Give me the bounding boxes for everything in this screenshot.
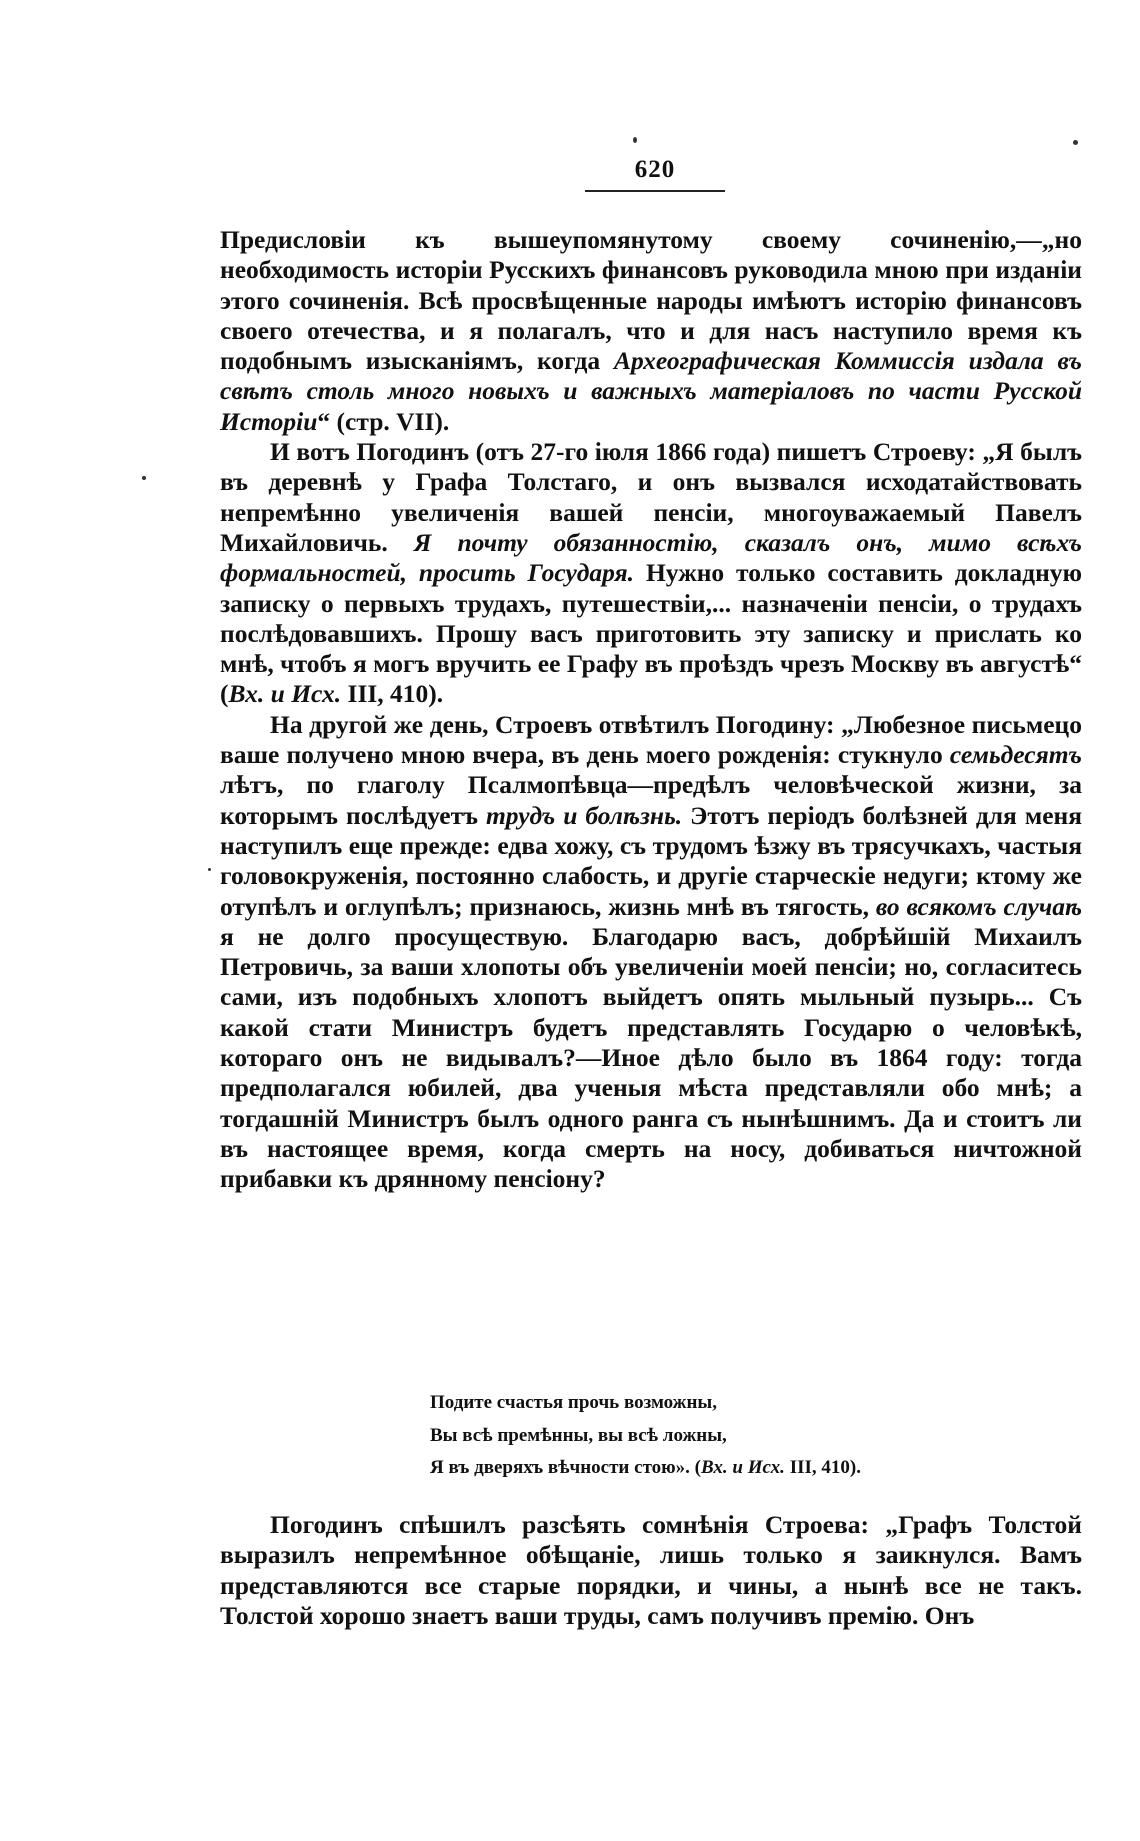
citation-source: Вх. и Исх. (701, 1457, 785, 1478)
closing-text (220, 1510, 1082, 1631)
text-run: я не долго просуществую. Благодарю васъ, добрѣйшій Михаилъ Петровичь, за ваши хлопоты объ увеличеніи моей пенсіи; но, согласитесь сами, изъ подобныхъ хлопотъ выйдетъ опять мыльный пузырь... Съ какой стати Министръ будетъ представлять Государю о человѣкѣ, котораго онъ не видывалъ?—Иное дѣло было въ 1864 году: тогда предполагался юбилей, два ученыя мѣста представляли обо мнѣ; а тогдашній Министръ былъ одного ранга съ нынѣшнимъ. Да и стоитъ ли въ настоящее время, когда смерть на носу, добиваться ничтожной прибавки къ дрянному пенсіону? (220, 921, 1082, 1194)
italic-run: трудъ и болѣзнь. (485, 800, 683, 830)
poem-line: Вы всѣ премѣнны, вы всѣ ложны, (430, 1424, 727, 1446)
citation-open: ( (694, 1457, 701, 1478)
poem-line-with-citation (430, 1452, 1050, 1485)
text-run: Погодинъ спѣшилъ разсѣять сомнѣнія Строева: „Графъ Толстой выразилъ непремѣнное обѣщаніе, лишь только я заикнулся. Вамъ представляются все старые порядки, и чины, а нынѣ все не такъ. Толстой хорошо знаетъ ваши труды, самъ получивъ премію. Онъ (220, 1510, 1082, 1630)
text-run: Этотъ періодъ болѣзней для меня наступилъ еще прежде: едва хожу, съ трудомъ ѣзжу въ трясучкахъ, частыя головокруженія, постоянно слабость, и другіе старческіе недуги; ктому же отупѣлъ и оглупѣлъ; признаюсь, жизнь мнѣ въ тягость, (220, 800, 1083, 921)
text-run: III, 410). (341, 679, 444, 709)
paragraph-2 (220, 437, 1082, 710)
page-number: 620 (634, 156, 676, 183)
poem-line: Подите счастья прочь возможны, (430, 1392, 717, 1413)
citation-ref: III, 410). (784, 1457, 861, 1478)
poem-quote (430, 1387, 1050, 1485)
italic-run: семьдесятъ (949, 740, 1082, 770)
text-run: “ (стр. VII). (317, 406, 450, 436)
paragraph-3 (220, 710, 1082, 1195)
italic-run: Вх. и Исх. (228, 679, 342, 709)
text-run: лѣтъ, по глаголу Псалмопѣвца—предѣлъ человѣческой жизни, за которымъ послѣдуетъ (220, 770, 1082, 830)
italic-run: Археографическая Коммиссія издала въ свѣтъ столь много новыхъ и важныхъ матеріаловъ по части Русской Исторіи (220, 346, 1082, 436)
paragraph-1 (220, 225, 1082, 437)
text-run: И вотъ Погодинъ (отъ 27-го іюля 1866 года) пишетъ Строеву: „Я былъ въ деревнѣ у Графа Толстаго, и онъ вызвался исходатайствовать непремѣнно увеличенія вашей пенсіи, многоуважаемый Павелъ Михайловичь. (220, 437, 1082, 557)
italic-run: во всякомъ случаѣ (875, 891, 1082, 921)
paragraph-4 (220, 1510, 1082, 1631)
scan-speck (633, 137, 637, 143)
italic-run: Я почту обязанностію, сказалъ онъ, мимо всѣхъ формальностей, просить Государя. (220, 527, 1082, 588)
text-run: Нужно только составить докладную записку о первыхъ трудахъ, путешествіи,... назначеніи пенсіи, о трудахъ послѣдовавшихъ. Прошу васъ приготовить эту записку и прислать ко мнѣ, чтобъ я могъ вручить ее Графу въ проѣздъ чрезъ Москву въ августѣ“ ( (220, 558, 1083, 709)
scan-speck (208, 868, 211, 871)
scan-speck (1073, 140, 1078, 145)
text-run: Предисловіи къ вышеупомянутому своему сочиненію,—„но необходимость исторіи Русскихъ финансовъ руководила мною при изданіи этого сочиненія. Всѣ просвѣщенные народы имѣютъ исторію финансовъ своего отечества, и я полагалъ, что и для насъ наступило время къ подобнымъ изысканіямъ, когда (220, 225, 1082, 376)
text-run: На другой же день, Строевъ отвѣтилъ Погодину: „Любезное письмецо ваше получено мною вчера, въ день моего рожденія: стукнуло (220, 709, 1082, 770)
main-text (220, 225, 1082, 1195)
scan-speck (142, 476, 146, 480)
poem-line-text: Я въ дверяхъ вѣчности стою». (430, 1457, 690, 1478)
page-number-rule (585, 190, 725, 192)
